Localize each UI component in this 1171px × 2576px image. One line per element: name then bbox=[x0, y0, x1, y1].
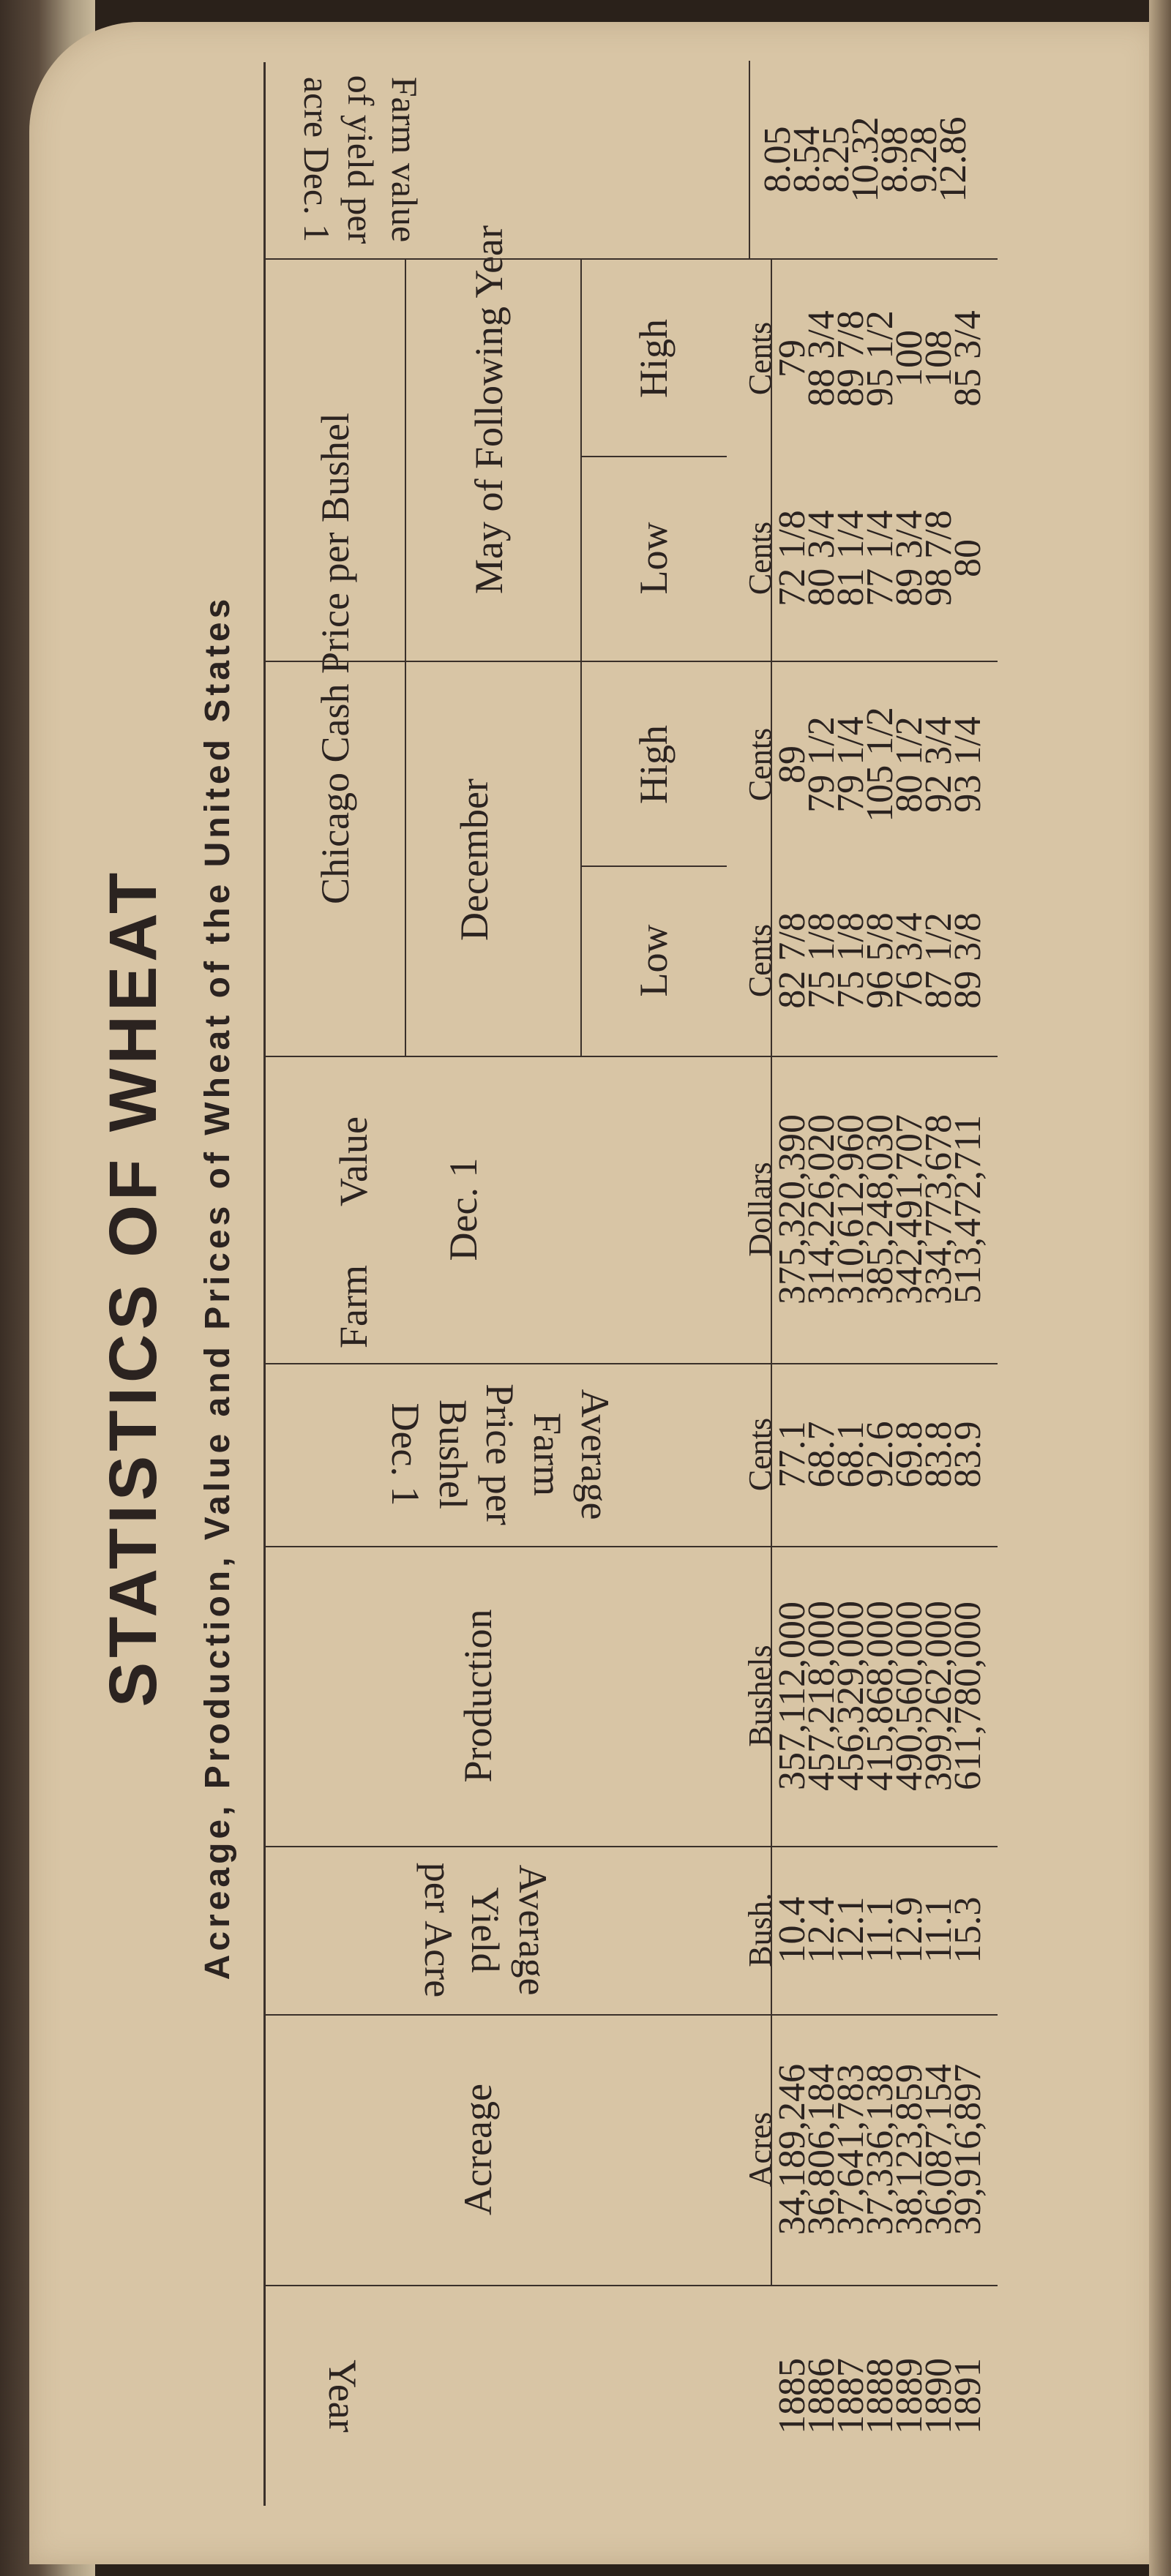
unit-acreage: Acres bbox=[742, 2111, 778, 2188]
cell-acreage: 34,189,246 bbox=[771, 2064, 813, 2235]
cell-dec-high: 79 1/4 bbox=[830, 716, 872, 813]
page-title: STATISTICS OF WHEAT bbox=[96, 868, 171, 1708]
cell-may-low: 98 7/8 bbox=[918, 510, 959, 607]
cell-yield-value: 8.98 bbox=[874, 126, 916, 193]
cell-farm-value: 334,773,678 bbox=[918, 1114, 959, 1304]
column-yield bbox=[266, 1846, 998, 2016]
cell-dec-low: 75 1/8 bbox=[830, 912, 872, 1009]
cell-yield: 12.1 bbox=[830, 1896, 872, 1964]
header-december: December bbox=[452, 778, 496, 941]
column-year bbox=[266, 2286, 998, 2506]
cell-farm-value: 385,248,030 bbox=[859, 1114, 901, 1304]
header-farm-value-line2: Dec. 1 bbox=[441, 1157, 485, 1261]
cell-may-low: 77 1/4 bbox=[859, 510, 901, 607]
column-may-high bbox=[266, 260, 998, 457]
cell-dec-high: 89 bbox=[771, 746, 813, 784]
yield-values bbox=[771, 1846, 989, 2014]
december-high-values bbox=[771, 662, 989, 867]
header-yield-value: Farm value of yield per acre Dec. 1 bbox=[296, 75, 425, 244]
header-may-low: Low bbox=[631, 522, 676, 595]
cell-may-high: 100 bbox=[888, 330, 930, 387]
cell-yield: 11.1 bbox=[859, 1897, 901, 1963]
cell-year: 1889 bbox=[888, 2358, 930, 2434]
wheat-statistics-table bbox=[263, 62, 998, 2506]
cell-farm-price: 92.6 bbox=[859, 1421, 901, 1488]
cell-may-low: 89 3/4 bbox=[888, 510, 930, 607]
page-subtitle: Acreage, Production, Value and Prices of Wheat of the United States bbox=[198, 595, 237, 1980]
page-right-edge bbox=[1149, 0, 1171, 2576]
column-december-low bbox=[266, 865, 998, 1057]
cell-year: 1887 bbox=[830, 2358, 872, 2434]
header-acreage: Acreage bbox=[455, 2084, 500, 2215]
cell-dec-high: 79 1/2 bbox=[801, 716, 842, 813]
cell-yield-value: 8.05 bbox=[757, 126, 798, 193]
cell-farm-price: 68.1 bbox=[830, 1421, 872, 1488]
cell-dec-low: 89 3/8 bbox=[947, 912, 989, 1009]
cell-may-low: 80 bbox=[947, 539, 989, 577]
header-farm-price: Average Farm Price per Bushel Dec. 1 bbox=[383, 1383, 617, 1525]
cell-year: 1885 bbox=[771, 2358, 813, 2434]
cell-dec-low: 87 1/2 bbox=[918, 912, 959, 1009]
cell-farm-price: 83.9 bbox=[947, 1421, 989, 1488]
header-december-low: Low bbox=[631, 924, 676, 997]
cell-farm-price: 77.1 bbox=[771, 1421, 813, 1488]
farm-value-label-farm: Farm bbox=[331, 1265, 375, 1348]
header-chicago: Chicago Cash Price per Bushel bbox=[313, 413, 357, 904]
cell-yield: 15.3 bbox=[947, 1896, 989, 1964]
cell-dec-high: 92 3/4 bbox=[918, 716, 959, 813]
cell-year: 1891 bbox=[947, 2358, 989, 2434]
column-acreage bbox=[266, 2014, 998, 2286]
year-values bbox=[771, 2286, 989, 2506]
cell-dec-high: 80 1/2 bbox=[888, 716, 930, 813]
unit-may-high: Cents bbox=[742, 321, 778, 396]
header-production: Production bbox=[455, 1609, 500, 1783]
cell-production: 457,218,000 bbox=[801, 1601, 842, 1791]
column-may-low bbox=[266, 456, 998, 662]
cell-production: 456,329,000 bbox=[830, 1601, 872, 1791]
cell-may-high: 88 3/4 bbox=[801, 310, 842, 407]
rotated-table-content bbox=[51, 59, 1076, 2517]
unit-farm-value: Dollars bbox=[742, 1162, 778, 1257]
units-baseline-divider bbox=[771, 260, 772, 2286]
cell-dec-low: 75 1/8 bbox=[801, 912, 842, 1009]
header-may-high: High bbox=[631, 319, 676, 398]
cell-dec-high: 105 1/2 bbox=[859, 707, 901, 822]
cell-acreage: 37,641,783 bbox=[830, 2064, 872, 2235]
acreage-values bbox=[771, 2014, 989, 2285]
unit-december-low: Cents bbox=[742, 923, 778, 998]
may-high-values bbox=[771, 260, 989, 457]
cell-acreage: 36,806,184 bbox=[801, 2064, 842, 2235]
cell-may-low: 80 3/4 bbox=[801, 510, 842, 607]
cell-dec-low: 76 3/4 bbox=[888, 912, 930, 1009]
yield-value-values bbox=[757, 61, 974, 258]
cell-farm-value: 310,612,960 bbox=[830, 1114, 872, 1304]
cell-acreage: 38,123,859 bbox=[888, 2064, 930, 2235]
unit-yield: Bush. bbox=[742, 1893, 778, 1967]
cell-farm-price: 68.7 bbox=[801, 1421, 842, 1488]
cell-yield-value: 8.54 bbox=[786, 126, 828, 193]
cell-farm-value: 375,320,390 bbox=[771, 1114, 813, 1304]
farm-price-values bbox=[771, 1363, 989, 1546]
cell-yield-value: 8.25 bbox=[815, 126, 857, 193]
cell-yield: 11.1 bbox=[918, 1897, 959, 1963]
may-low-values bbox=[771, 456, 989, 661]
unit-december-high: Cents bbox=[742, 727, 778, 802]
header-year: Year bbox=[321, 2359, 365, 2433]
cell-production: 415,868,000 bbox=[859, 1601, 901, 1791]
unit-farm-price: Cents bbox=[742, 1417, 778, 1492]
cell-dec-low: 82 7/8 bbox=[771, 912, 813, 1009]
column-farm-value bbox=[266, 1056, 998, 1364]
cell-acreage: 36,087,154 bbox=[918, 2064, 959, 2235]
cell-yield: 10.4 bbox=[771, 1896, 813, 1964]
cell-farm-price: 69.8 bbox=[888, 1421, 930, 1488]
cell-may-low: 81 1/4 bbox=[830, 510, 872, 607]
column-production bbox=[266, 1546, 998, 1847]
cell-may-high: 95 1/2 bbox=[859, 310, 901, 407]
cell-acreage: 37,336,138 bbox=[859, 2064, 901, 2235]
cell-farm-value: 513,472,711 bbox=[947, 1114, 989, 1304]
cell-year: 1888 bbox=[859, 2358, 901, 2434]
header-farm-value-line1 bbox=[324, 1056, 383, 1363]
header-december-high: High bbox=[631, 725, 676, 804]
header-may: May of Following Year bbox=[466, 225, 511, 595]
cell-may-high: 85 3/4 bbox=[947, 310, 989, 407]
farm-value-label-value: Value bbox=[331, 1116, 375, 1206]
cell-farm-value: 342,491,707 bbox=[888, 1114, 930, 1304]
cell-dec-high: 93 1/4 bbox=[947, 716, 989, 813]
unit-may-low: Cents bbox=[742, 521, 778, 596]
column-farm-price bbox=[266, 1363, 998, 1547]
cell-acreage: 39,916,897 bbox=[947, 2064, 989, 2235]
cell-yield-value: 12.86 bbox=[932, 116, 974, 203]
cell-farm-price: 83.8 bbox=[918, 1421, 959, 1488]
cell-yield-value: 10.32 bbox=[845, 116, 886, 203]
cell-may-high: 89 7/8 bbox=[830, 310, 872, 407]
cell-farm-value: 314,226,020 bbox=[801, 1114, 842, 1304]
cell-production: 399,262,000 bbox=[918, 1601, 959, 1791]
december-low-values bbox=[771, 865, 989, 1056]
cell-production: 490,560,000 bbox=[888, 1601, 930, 1791]
cell-may-high: 108 bbox=[918, 330, 959, 387]
cell-may-low: 72 1/8 bbox=[771, 510, 813, 607]
cell-year: 1890 bbox=[918, 2358, 959, 2434]
cell-yield: 12.4 bbox=[801, 1896, 842, 1964]
unit-production: Bushels bbox=[742, 1645, 778, 1747]
column-december-high bbox=[266, 662, 998, 867]
cell-may-high: 79 bbox=[771, 339, 813, 378]
cell-yield-value: 9.28 bbox=[903, 126, 945, 193]
cell-yield: 12.9 bbox=[888, 1896, 930, 1964]
cell-production: 611,780,000 bbox=[947, 1601, 989, 1791]
farm-value-values bbox=[771, 1056, 989, 1363]
cell-production: 357,112,000 bbox=[771, 1601, 813, 1791]
yield-value-divider bbox=[749, 61, 750, 258]
column-yield-value bbox=[266, 61, 998, 260]
production-values bbox=[771, 1546, 989, 1846]
cell-year: 1886 bbox=[801, 2358, 842, 2434]
cell-dec-low: 96 5/8 bbox=[859, 912, 901, 1009]
header-yield: Average Yield per Acre bbox=[416, 1862, 555, 1998]
